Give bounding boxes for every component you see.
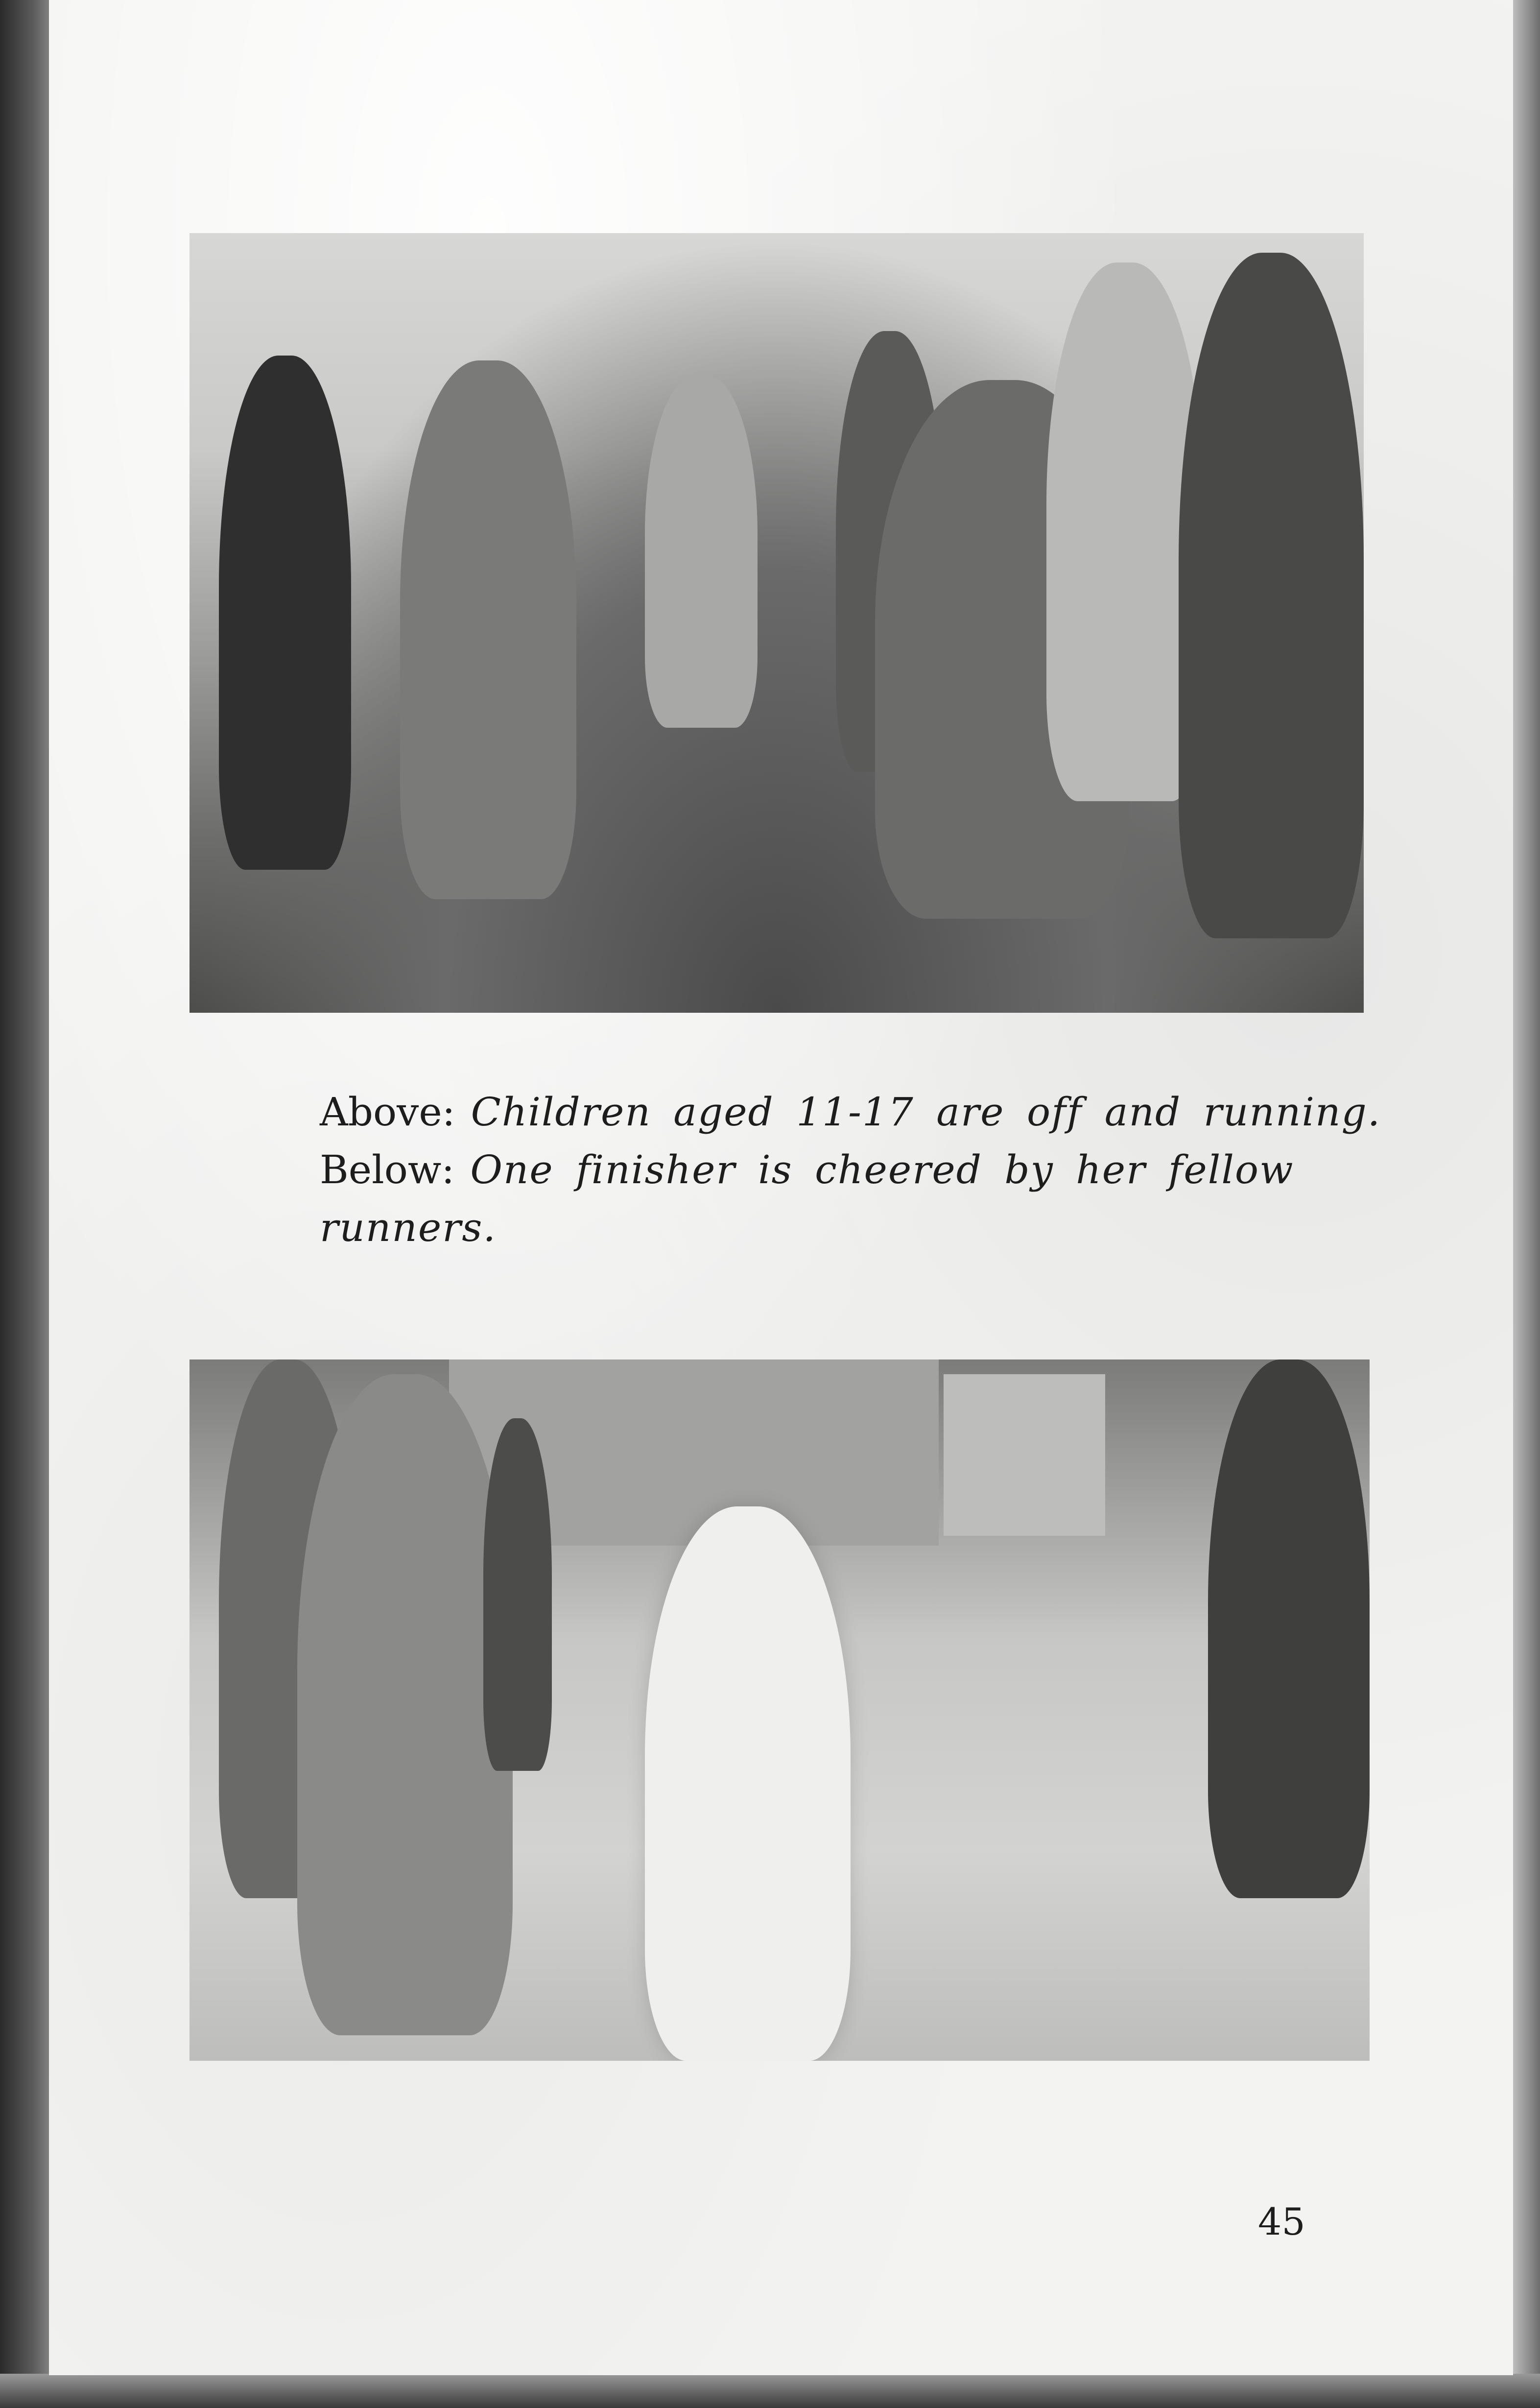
photo-children-running	[190, 233, 1364, 1013]
caption-above-text: Children aged 11-17 are off and running.	[471, 1089, 1381, 1135]
runner-figure	[645, 375, 758, 728]
spectator-figure	[483, 1418, 552, 1771]
scan-edge-bottom	[0, 2374, 1540, 2408]
caption-below-text-line1: One finisher is cheered by her fellow	[470, 1147, 1294, 1192]
background-building	[944, 1374, 1105, 1536]
photo-caption	[320, 1083, 1381, 1257]
spectator-figure	[297, 1374, 513, 2035]
spectator-figure	[1208, 1359, 1370, 1898]
caption-line-below	[320, 1141, 1338, 1199]
caption-below-text-line2: runners.	[320, 1205, 497, 1250]
scan-edge-left	[0, 0, 54, 2408]
caption-above-label: Above:	[320, 1089, 455, 1135]
photo-finisher-cheered	[190, 1359, 1370, 2061]
runner-figure	[400, 360, 576, 899]
book-page	[49, 0, 1513, 2375]
page-number: 45	[1258, 2200, 1305, 2243]
caption-line-below-continued	[320, 1199, 1338, 1257]
runner-figure	[219, 356, 351, 870]
finisher-figure	[645, 1506, 851, 2061]
caption-below-label: Below:	[320, 1147, 455, 1192]
runner-figure	[1179, 253, 1364, 938]
caption-line-above	[320, 1083, 1381, 1141]
scan-edge-right	[1513, 0, 1540, 2408]
